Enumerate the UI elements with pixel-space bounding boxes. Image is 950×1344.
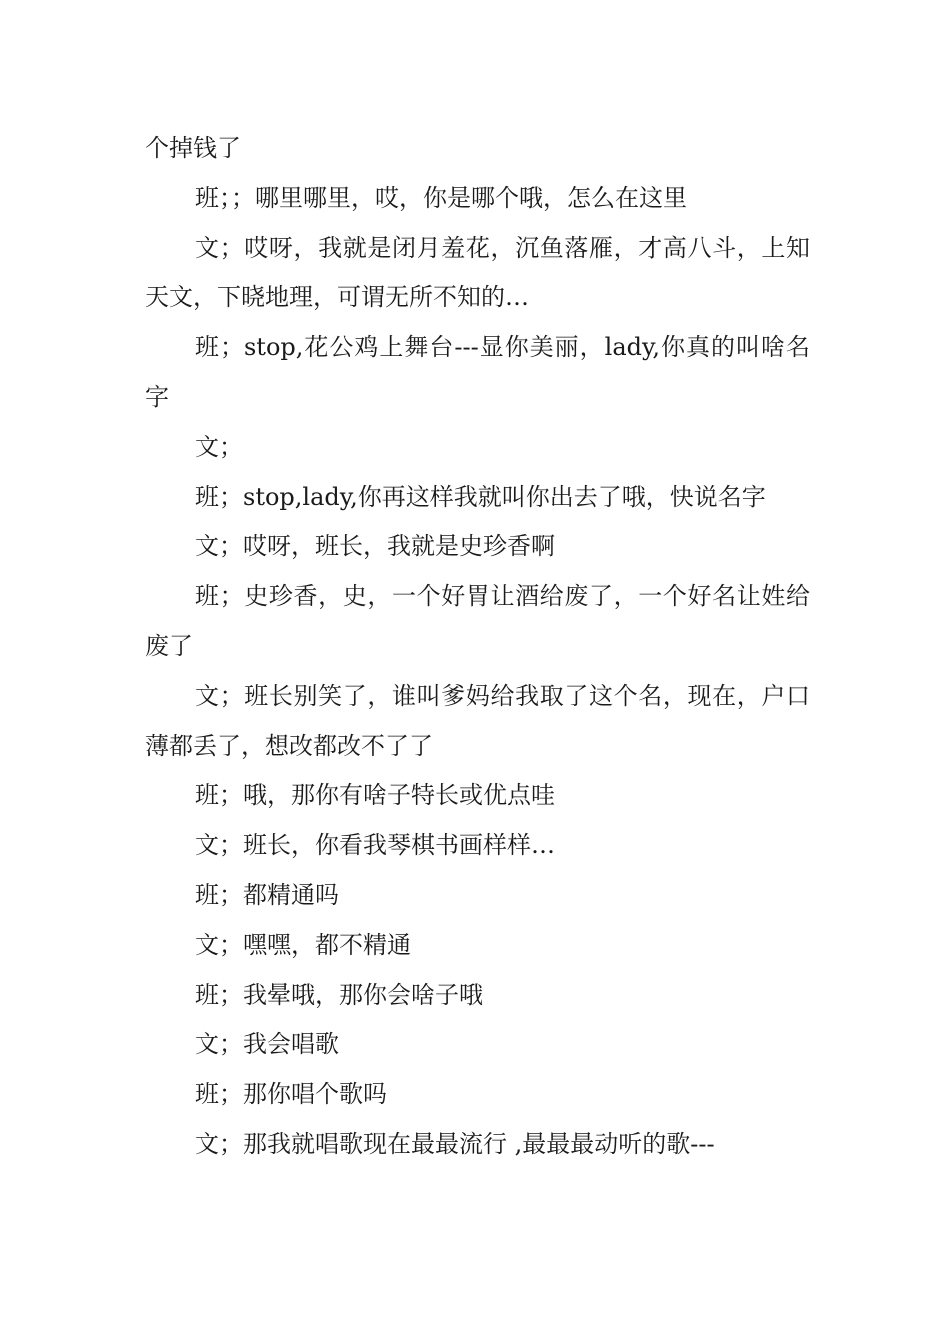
paragraph: 班；；哪里哪里，哎，你是哪个哦，怎么在这里 [195, 183, 687, 212]
paragraph: 文；嘿嘿，都不精通 [195, 930, 411, 959]
paragraph: 班；stop,花公鸡上舞台---显你美丽，lady,你真的叫啥名字 [145, 333, 810, 411]
paragraph: 班；都精通吗 [195, 880, 339, 909]
paragraph: 个掉钱了 [145, 134, 241, 162]
paragraph: 文；哎呀，我就是闭月羞花，沉鱼落雁，才高八斗，上知天文，下晓地理，可谓无所不知的… [145, 233, 810, 312]
paragraph: 文；班长，你看我琴棋书画样样… [195, 831, 555, 860]
paragraph: 班；哦，那你有啥子特长或优点哇 [195, 781, 555, 810]
paragraph: 文；那我就唱歌现在最最流行 ,最最最动听的歌--- [195, 1129, 715, 1158]
paragraph: 文；哎呀，班长，我就是史珍香啊 [195, 532, 555, 561]
paragraph: 班；我晕哦，那你会啥子哦 [195, 980, 483, 1009]
paragraph: 文；我会唱歌 [195, 1030, 339, 1059]
paragraph: 班；stop,lady,你再这样我就叫你出去了哦，快说名字 [195, 482, 766, 511]
paragraph: 班；那你唱个歌吗 [195, 1080, 387, 1109]
document-body [145, 124, 810, 1170]
paragraph: 班；史珍香，史，一个好胃让酒给废了，一个好名让姓给废了 [145, 582, 810, 660]
paragraph: 文； [195, 432, 243, 461]
paragraph: 文；班长别笑了，谁叫爹妈给我取了这个名，现在，户口薄都丢了，想改都改不了了 [145, 681, 810, 760]
